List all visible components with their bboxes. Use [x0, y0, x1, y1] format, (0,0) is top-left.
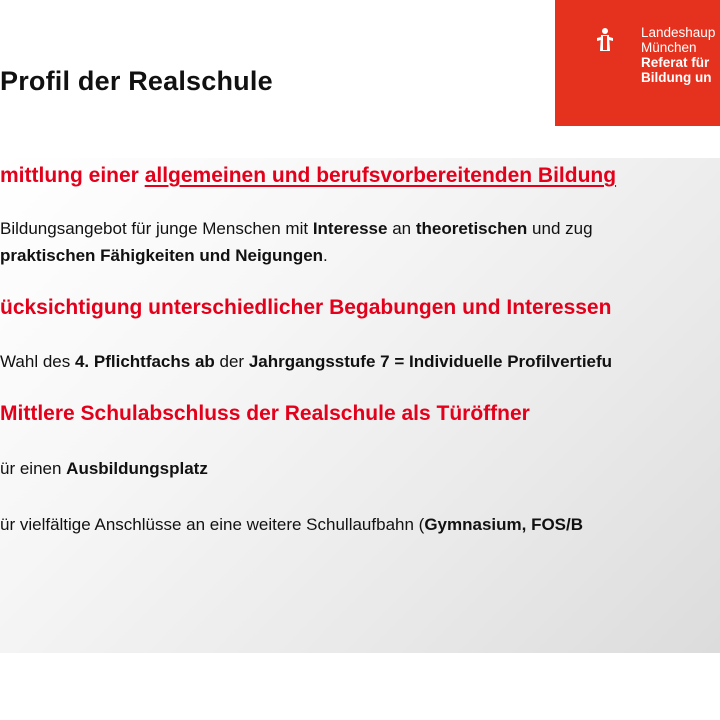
bold-text-segment: Gymnasium, FOS/B	[424, 515, 584, 534]
section-body-3-line-2	[0, 512, 583, 538]
text-segment: ür vielfältige Anschlüsse an eine weitere Schullaufbahn (	[0, 515, 425, 534]
text-segment: .	[323, 246, 328, 265]
section-body-3-line-1	[0, 456, 208, 482]
bold-text-segment: theoretischen	[415, 219, 528, 238]
logo-line-1: Landeshaup	[641, 25, 716, 40]
content-panel	[0, 158, 720, 653]
section-heading-1	[0, 164, 616, 188]
logo-line-2: München	[641, 40, 697, 55]
city-logo	[555, 0, 720, 126]
text-segment: an	[387, 219, 416, 238]
text-segment: ür einen	[0, 459, 67, 478]
heading-1-underlined: allgemeinen und berufsvorbereitenden Bildung	[144, 164, 617, 187]
text-segment: der	[214, 352, 249, 371]
bold-text-segment: Interesse	[312, 219, 388, 238]
logo-line-4: Bildung un	[641, 70, 712, 85]
text-segment: Wahl des	[0, 352, 75, 371]
section-heading-3: Mittlere Schulabschluss der Realschule als Türöffner	[0, 402, 530, 425]
bold-text-segment: 4. Pflichtfachs ab	[74, 352, 215, 371]
bold-text-segment: Jahrgangsstufe 7 = Individuelle Profilvertiefu	[248, 352, 613, 371]
bold-text-segment: praktischen Fähigkeiten und Neigungen	[0, 246, 324, 265]
heading-1-prefix: mittlung einer	[0, 164, 145, 187]
section-heading-2: ücksichtigung unterschiedlicher Begabungen und Interessen	[0, 296, 612, 319]
logo-line-3: Referat für	[641, 55, 710, 70]
section-body-1-line-2	[0, 243, 328, 269]
page-title: Profil der Realschule	[0, 66, 273, 96]
text-segment: Bildungsangebot für junge Menschen mit	[0, 219, 313, 238]
logo-text	[641, 25, 715, 85]
bold-text-segment: Ausbildungsplatz	[66, 459, 208, 478]
section-body-1-line-1	[0, 216, 593, 242]
text-segment: und zug	[527, 219, 593, 238]
section-body-2-line-1	[0, 349, 612, 375]
munich-kindl-emblem-icon	[595, 27, 615, 55]
